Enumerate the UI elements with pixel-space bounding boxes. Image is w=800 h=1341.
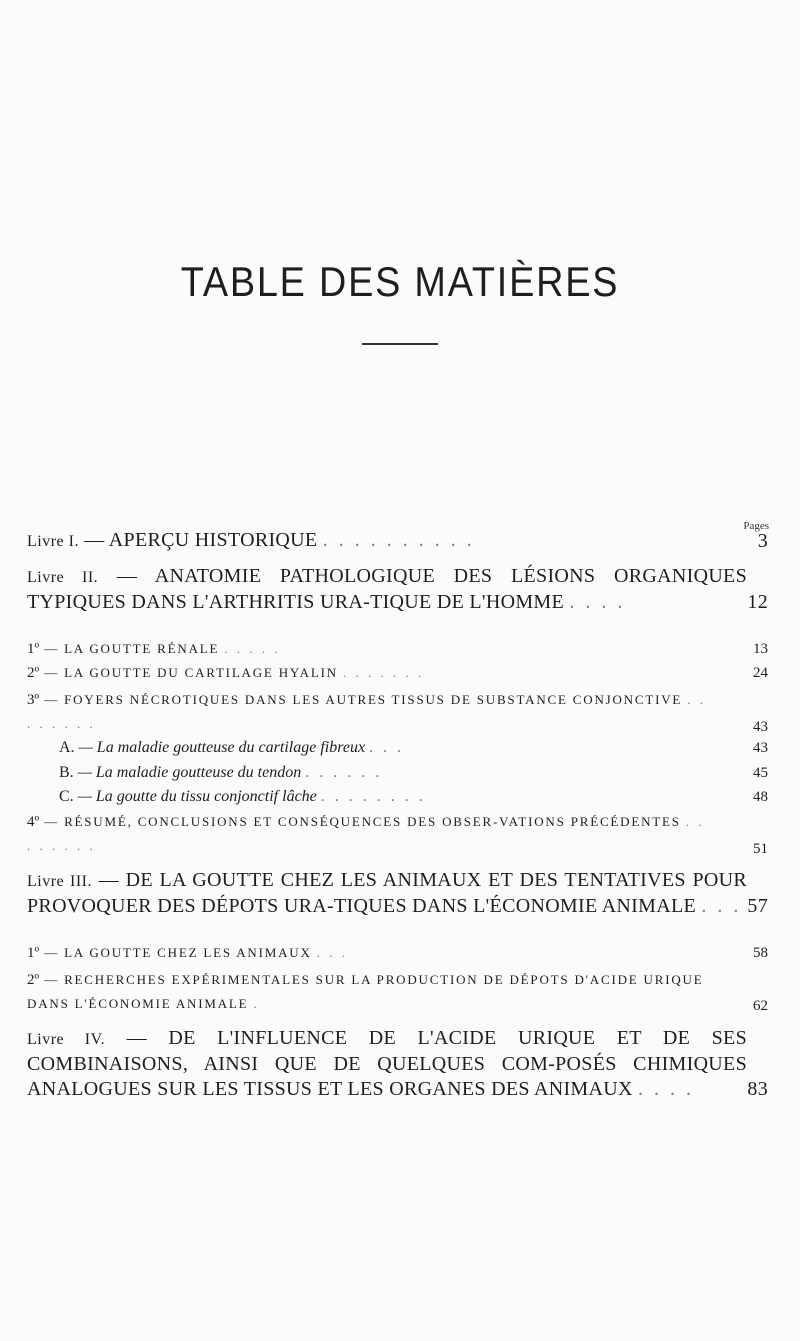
entry-title: — LA GOUTTE CHEZ LES ANIMAUX bbox=[44, 945, 312, 960]
entry-leader: . . . . bbox=[638, 1078, 695, 1100]
entry-title: — RECHERCHES EXPÉRIMENTALES SUR LA PRODUCTION DE DÉPOTS D'ACIDE URIQUE DANS L'ÉCONOMIE ANIMALE bbox=[27, 972, 704, 1011]
entry-leader: . . . . bbox=[569, 591, 626, 613]
entry-title: — RÉSUMÉ, CONCLUSIONS ET CONSÉQUENCES DES OBSER-VATIONS PRÉCÉDENTES bbox=[44, 814, 681, 829]
entry-leader: . . . . . . . . bbox=[27, 692, 706, 731]
entry-number: 1º bbox=[27, 945, 40, 961]
toc-entry-1-4[interactable] bbox=[27, 810, 767, 858]
toc-entry-sub-b[interactable] bbox=[59, 764, 767, 782]
entry-leader: . . . . . . . bbox=[342, 665, 425, 680]
toc-entry-sub-a[interactable] bbox=[59, 739, 767, 757]
entry-label: Livre IV. bbox=[27, 1031, 106, 1048]
entry-label: Livre II. bbox=[27, 569, 99, 586]
entry-number: 1º bbox=[27, 641, 40, 657]
entry-page: 45 bbox=[753, 765, 768, 781]
entry-number: 2º bbox=[27, 665, 40, 681]
toc-entry-livre-1[interactable] bbox=[27, 528, 767, 554]
entry-page: 43 bbox=[753, 719, 768, 735]
entry-letter: A. bbox=[59, 739, 75, 756]
entry-title: — La maladie goutteuse du cartilage fibreux bbox=[78, 739, 366, 756]
entry-title: — La maladie goutteuse du tendon bbox=[77, 764, 302, 781]
entry-page: 57 bbox=[747, 895, 768, 917]
entry-title: — FOYERS NÉCROTIQUES DANS LES AUTRES TISSUS DE SUBSTANCE CONJONCTIVE bbox=[44, 692, 683, 707]
entry-leader: . . . . . . . . . . bbox=[322, 529, 475, 551]
entry-title: — LA GOUTTE DU CARTILAGE HYALIN bbox=[44, 665, 338, 680]
toc-entry-livre-2[interactable] bbox=[27, 564, 767, 615]
entry-title: — La goutte du tissu conjonctif lâche bbox=[77, 788, 317, 805]
entry-number: 3º bbox=[27, 692, 40, 708]
entry-leader: . . . bbox=[701, 895, 742, 917]
entry-title: — APERÇU HISTORIQUE bbox=[84, 529, 318, 551]
toc-entry-3-2[interactable] bbox=[27, 968, 767, 1015]
pages-column-header: Pages bbox=[743, 520, 769, 532]
toc-entry-livre-4[interactable] bbox=[27, 1026, 767, 1102]
entry-page: 48 bbox=[753, 789, 768, 805]
toc-entry-livre-3[interactable] bbox=[27, 868, 767, 919]
entry-leader: . . . . . . bbox=[305, 764, 383, 781]
entry-page: 62 bbox=[753, 998, 768, 1014]
entry-page: 12 bbox=[747, 591, 768, 613]
title-rule bbox=[362, 343, 438, 345]
toc-entry-sub-c[interactable] bbox=[59, 788, 767, 806]
entry-leader: . . . . . . . . bbox=[27, 814, 705, 853]
entry-page: 24 bbox=[753, 665, 768, 681]
entry-letter: C. bbox=[59, 788, 74, 805]
entry-label: Livre I. bbox=[27, 533, 79, 550]
toc-entry-1-3[interactable] bbox=[27, 688, 767, 736]
entry-page: 43 bbox=[753, 740, 768, 756]
entry-title: — DE L'INFLUENCE DE L'ACIDE URIQUE ET DE SES COMBINAISONS, AINSI QUE DE QUELQUES COM-POSÉS CHIMIQUES ANALOGUES SUR LES TISSUS ET LES ORGANES DES ANIMAUX bbox=[27, 1027, 747, 1100]
entry-page: 3 bbox=[757, 530, 768, 552]
toc-entry-3-1[interactable] bbox=[27, 944, 767, 962]
entry-leader: . . . bbox=[316, 945, 348, 960]
entry-page: 13 bbox=[753, 641, 768, 657]
entry-leader: . . . . . . . . bbox=[320, 788, 426, 805]
entry-leader: . . . bbox=[369, 739, 405, 756]
entry-letter: B. bbox=[59, 764, 74, 781]
entry-title: — LA GOUTTE RÉNALE bbox=[44, 641, 220, 656]
entry-page: 83 bbox=[747, 1078, 768, 1100]
toc-entry-1-2[interactable] bbox=[27, 664, 767, 682]
entry-title: — ANATOMIE PATHOLOGIQUE DES LÉSIONS ORGANIQUES TYPIQUES DANS L'ARTHRITIS URA-TIQUE DE L'HOMME bbox=[27, 565, 748, 613]
toc-entry-1-1[interactable] bbox=[27, 640, 767, 658]
entry-title: — DE LA GOUTTE CHEZ LES ANIMAUX ET DES TENTATIVES POUR PROVOQUER DES DÉPOTS URA-TIQUES DANS L'ÉCONOMIE ANIMALE bbox=[27, 869, 748, 917]
entry-leader: . bbox=[253, 996, 260, 1011]
entry-number: 2º bbox=[27, 972, 40, 988]
entry-leader: . . . . . bbox=[224, 641, 281, 656]
entry-page: 51 bbox=[753, 841, 768, 857]
page-title: TABLE DES MATIÈRES bbox=[180, 258, 620, 305]
entry-label: Livre III. bbox=[27, 873, 92, 890]
entry-page: 58 bbox=[753, 945, 768, 961]
entry-number: 4º bbox=[27, 814, 40, 830]
